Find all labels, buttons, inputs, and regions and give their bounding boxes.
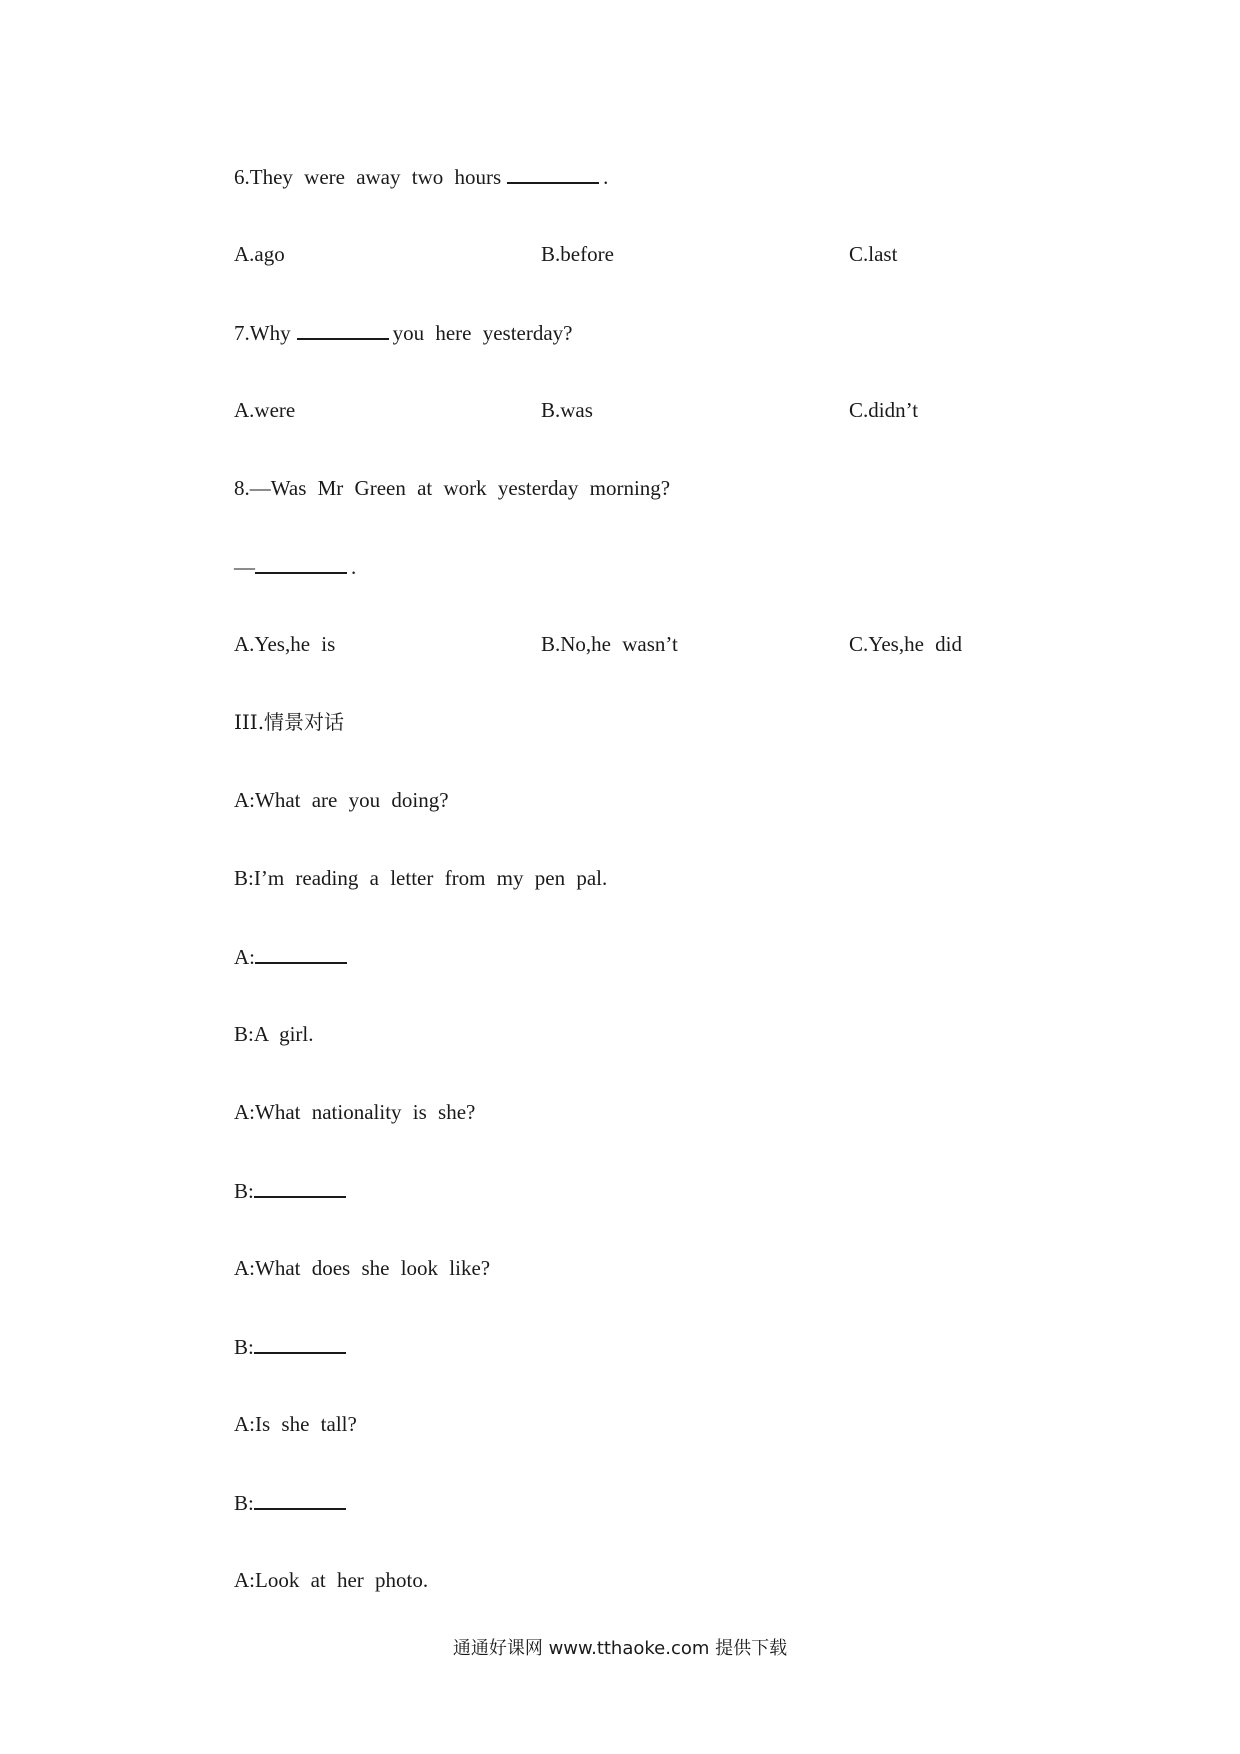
dialogue-line: B:	[234, 1176, 350, 1205]
question-7-option-b: B.was	[541, 398, 593, 422]
dialogue-line: B:I’m reading a letter from my pen pal.	[234, 866, 608, 890]
answer-blank	[254, 1332, 346, 1354]
dialogue-line: A:Look at her photo.	[234, 1568, 429, 1592]
question-8-option-c: C.Yes,he did	[849, 632, 962, 656]
dialogue-line: A:	[234, 942, 351, 971]
dialogue-line: B:A girl.	[234, 1022, 314, 1046]
dialogue-line: A:What does she look like?	[234, 1256, 491, 1280]
question-7-option-c: C.didn’t	[849, 398, 919, 422]
question-6-option-c: C.last	[849, 242, 898, 266]
question-6-stem: 6.They were away two hours .	[234, 162, 608, 191]
dialogue-line: B:	[234, 1488, 350, 1517]
question-6-option-a: A.ago	[234, 242, 285, 266]
question-7-option-a: A.were	[234, 398, 296, 422]
answer-blank	[254, 1488, 346, 1510]
dialogue-line: B:	[234, 1332, 350, 1361]
page-footer: 通通好课网 www.tthaoke.com 提供下载	[452, 1638, 788, 1659]
answer-blank	[254, 1176, 346, 1198]
question-8-stem: 8.—Was Mr Green at work yesterday morning?	[234, 476, 671, 500]
dialogue-line: A:What nationality is she?	[234, 1100, 476, 1124]
answer-blank	[297, 318, 389, 340]
answer-blank	[255, 942, 347, 964]
answer-blank	[507, 162, 599, 184]
section-3-heading: III.情景对话	[234, 710, 345, 734]
dialogue-line: A:What are you doing?	[234, 788, 449, 812]
question-8-option-a: A.Yes,he is	[234, 632, 336, 656]
question-7-stem: 7.Why you here yesterday?	[234, 318, 573, 347]
question-8-option-b: B.No,he wasn’t	[541, 632, 678, 656]
dialogue-line: A:Is she tall?	[234, 1412, 357, 1436]
question-8-reply: — .	[234, 552, 356, 581]
question-6-option-b: B.before	[541, 242, 614, 266]
answer-blank	[255, 552, 347, 574]
